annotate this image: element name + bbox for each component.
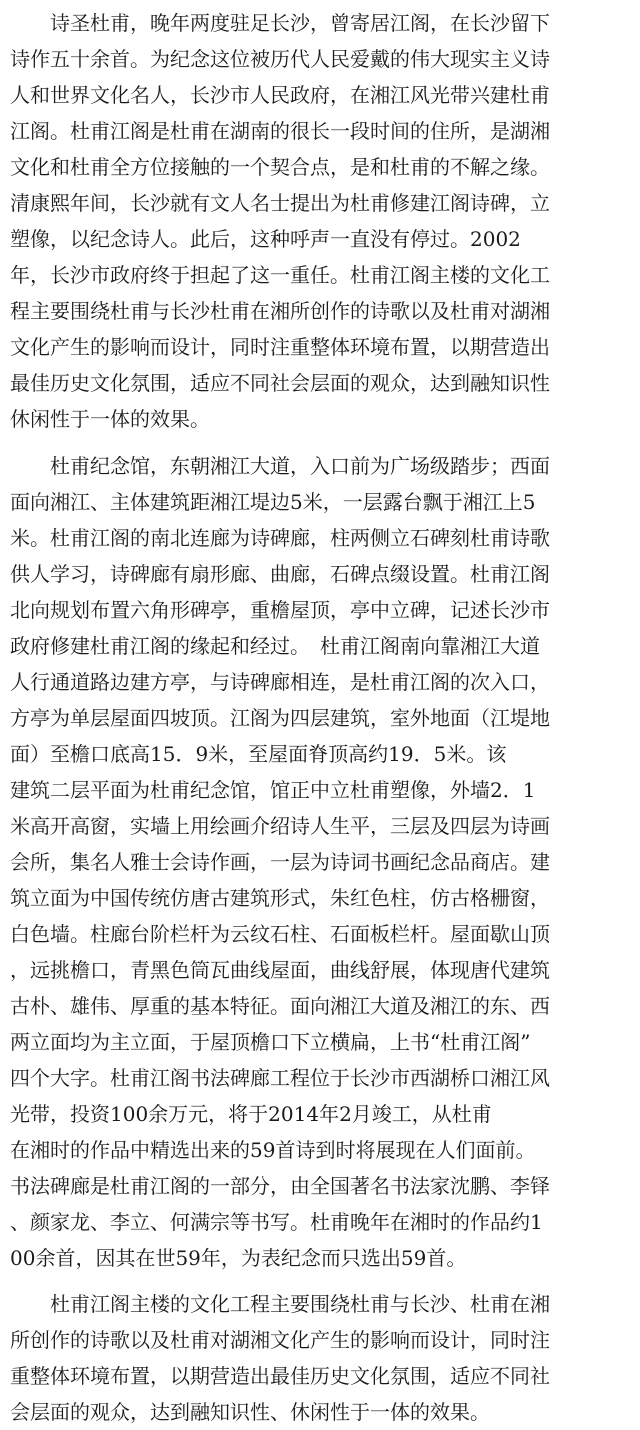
paragraph-1-line: 年，长沙市政府终于担起了这一重任。杜甫江阁主楼的文化工 [10, 263, 550, 287]
paragraph-2-line: 会所，集名人雅士会诗作画，一层为诗词书画纪念品商店。建 [10, 850, 550, 874]
paragraph-2-line: 古朴、雄伟、厚重的基本特征。面向湘江大道及湘江的东、西 [10, 994, 550, 1018]
paragraph-2-line: ，远挑檐口，青黑色筒瓦曲线屋面，曲线舒展，体现唐代建筑 [10, 958, 550, 982]
paragraph-2-line: 建筑二层平面为杜甫纪念馆，馆正中立杜甫塑像，外墙2．1 [10, 778, 536, 802]
paragraph-2-line: 人行通道路边建方亭，与诗碑廊相连，是杜甫江阁的次入口， [10, 670, 550, 694]
paragraph-2-line: 杜甫纪念馆，东朝湘江大道，入口前为广场级踏步；西面 [10, 454, 550, 478]
paragraph-3-line: 杜甫江阁主楼的文化工程主要围绕杜甫与长沙、杜甫在湘 [10, 1292, 550, 1316]
paragraph-1-line: 文化产生的影响而设计，同时注重整体环境布置，以期营造出 [10, 335, 550, 359]
paragraph-2-line: 在湘时的作品中精选出来的59首诗到时将展现在人们面前。 [10, 1138, 536, 1162]
paragraph-1-line: 休闲性于一体的效果。 [10, 407, 210, 431]
paragraph-1-line: 程主要围绕杜甫与长沙杜甫在湘所创作的诗歌以及杜甫对湖湘 [10, 299, 550, 323]
paragraph-2-line: 政府修建杜甫江阁的缘起和经过。 杜甫江阁南向靠湘江大道 [10, 634, 540, 658]
paragraph-1-line: 塑像，以纪念诗人。此后，这种呼声一直没有停过。2002 [10, 227, 521, 251]
paragraph-2-line: 供人学习，诗碑廊有扇形廊、曲廊，石碑点缀设置。杜甫江阁 [10, 562, 550, 586]
paragraph-2-line: 、颜家龙、李立、何满宗等书写。杜甫晚年在湘时的作品约1 [10, 1210, 543, 1234]
paragraph-2-line: 白色墙。柱廊台阶栏杆为云纹石柱、石面板栏杆。屋面歇山顶 [10, 922, 550, 946]
paragraph-2-line: 书法碑廊是杜甫江阁的一部分，由全国著名书法家沈鹏、李铎 [10, 1174, 550, 1198]
paragraph-3-line: 重整体环境布置，以期营造出最佳历史文化氛围，适应不同社 [10, 1364, 550, 1388]
paragraph-1-line: 清康熙年间，长沙就有文人名士提出为杜甫修建江阁诗碑，立 [10, 191, 550, 215]
paragraph-1-line: 诗作五十余首。为纪念这位被历代人民爱戴的伟大现实主义诗 [10, 47, 550, 71]
paragraph-2-line: 光带，投资100余万元，将于2014年2月竣工，从杜甫 [10, 1102, 492, 1126]
paragraph-2-line: 米高开高窗，实墙上用绘画介绍诗人生平，三层及四层为诗画 [10, 814, 550, 838]
paragraph-1-line: 文化和杜甫全方位接触的一个契合点，是和杜甫的不解之缘。 [10, 155, 550, 179]
paragraph-2-line: 面）至檐口底高15．9米，至屋面脊顶高约19．5米。该 [10, 742, 507, 766]
paragraph-3-line: 会层面的观众，达到融知识性、休闲性于一体的效果。 [10, 1400, 490, 1424]
paragraph-2-line: 面向湘江、主体建筑距湘江堤边5米，一层露台飘于湘江上5 [10, 490, 536, 514]
paragraph-1-line: 人和世界文化名人，长沙市人民政府，在湘江风光带兴建杜甫 [10, 83, 550, 107]
paragraph-2-line: 方亭为单层屋面四坡顶。江阁为四层建筑，室外地面（江堤地 [10, 706, 550, 730]
paragraph-2-line: 00余首，因其在世59年，为表纪念而只选出59首。 [10, 1246, 467, 1270]
paragraph-3-line: 所创作的诗歌以及杜甫对湖湘文化产生的影响而设计，同时注 [10, 1328, 550, 1352]
paragraph-2-line: 筑立面为中国传统仿唐古建筑形式，朱红色柱，仿古格栅窗， [10, 886, 550, 910]
paragraph-1-line: 诗圣杜甫，晚年两度驻足长沙，曾寄居江阁，在长沙留下 [10, 11, 550, 35]
paragraph-2-line: 北向规划布置六角形碑亭，重檐屋顶，亭中立碑，记述长沙市 [10, 598, 550, 622]
paragraph-1-line: 江阁。杜甫江阁是杜甫在湖南的很长一段时间的住所，是湖湘 [10, 119, 550, 143]
paragraph-2-line: 米。杜甫江阁的南北连廊为诗碑廊，柱两侧立石碑刻杜甫诗歌 [10, 526, 550, 550]
paragraph-1-line: 最佳历史文化氛围，适应不同社会层面的观众，达到融知识性 [10, 371, 550, 395]
paragraph-2-line: 四个大字。杜甫江阁书法碑廊工程位于长沙市西湖桥口湘江风 [10, 1066, 550, 1090]
paragraph-2-line: 两立面均为主立面，于屋顶檐口下立横扁，上书“杜甫江阁” [10, 1030, 531, 1054]
